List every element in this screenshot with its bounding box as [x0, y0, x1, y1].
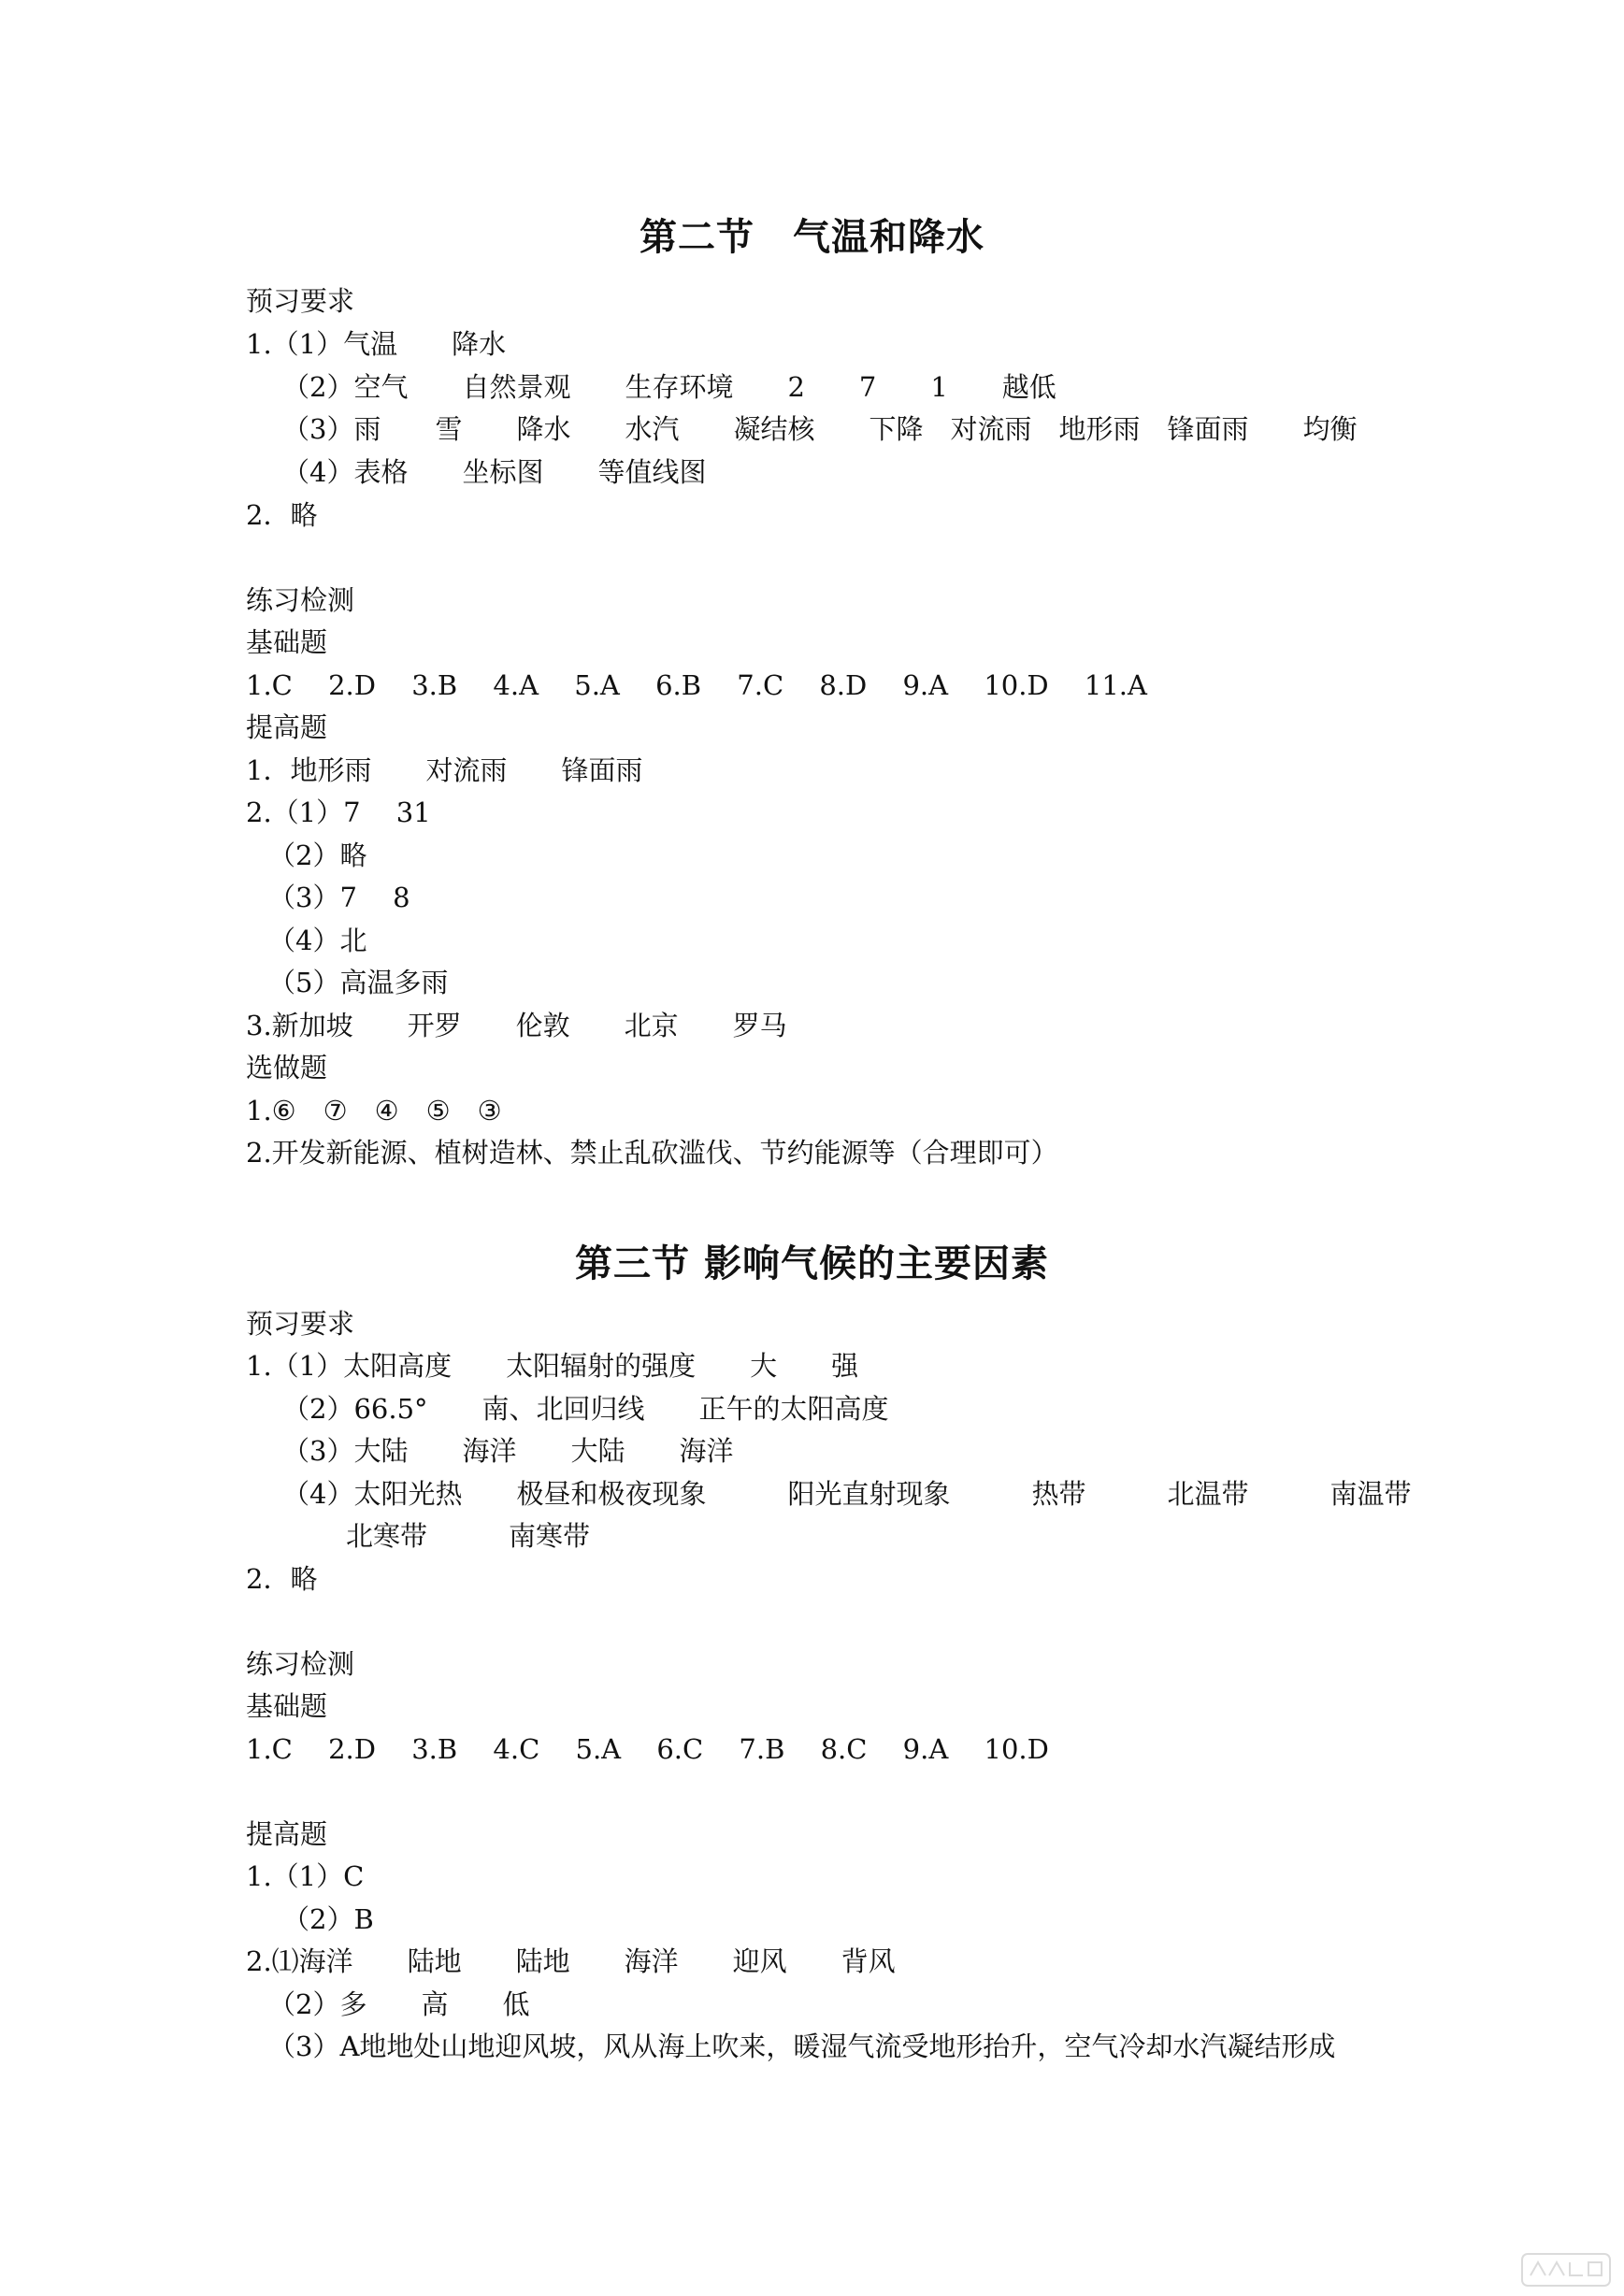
section3-preview-line: 1.（1）太阳高度 太阳辐射的强度 大 强 [246, 1350, 859, 1382]
section3-preview-line: （3）大陆 海洋 大陆 海洋 [282, 1435, 734, 1467]
section2-preview-line: （4）表格 坐标图 等值线图 [282, 456, 707, 488]
section3-practice-heading: 练习检测 [246, 1648, 355, 1680]
section2-basic-heading: 基础题 [246, 626, 328, 658]
section3-preview-line: 北寒带 南寒带 [346, 1520, 591, 1552]
section2-preview-line: 1.（1）气温 降水 [246, 328, 507, 360]
section2-advanced-line: 1．地形雨 对流雨 锋面雨 [246, 754, 643, 786]
watermark-logo [1521, 2253, 1611, 2287]
section2-advanced-line: （4）北 [268, 925, 367, 956]
section2-advanced-line: 3.新加坡 开罗 伦敦 北京 罗马 [246, 1010, 787, 1041]
section3-preview-line: （2）66.5° 南、北回归线 正午的太阳高度 [282, 1393, 889, 1425]
section3-advanced-line: （3）A地地处山地迎风坡，风从海上吹来，暖湿气流受地形抬升，空气冷却水汽凝结形成 [268, 2031, 1336, 2062]
section2-optional-line: 1.⑥ ⑦ ④ ⑤ ③ [246, 1095, 502, 1126]
section2-preview-line: 2．略 [246, 499, 318, 531]
section3-advanced-line: （2）多 高 低 [268, 1988, 530, 2020]
section2-basic-answers: 1.C 2.D 3.B 4.A 5.A 6.B 7.C 8.D 9.A 10.D 11.A [246, 669, 1147, 701]
section3-advanced-line: （2）B [282, 1903, 374, 1935]
section2-preview-heading: 预习要求 [246, 285, 355, 317]
section2-preview-line: （3）雨 雪 降水 水汽 凝结核 下降 对流雨 地形雨 锋面雨 均衡 [282, 413, 1358, 445]
section2-title: 第二节 气温和降水 [640, 216, 984, 259]
section2-preview-line: （2）空气 自然景观 生存环境 2 7 1 越低 [282, 371, 1056, 403]
section3-basic-answers: 1.C 2.D 3.B 4.C 5.A 6.C 7.B 8.C 9.A 10.D [246, 1733, 1049, 1765]
section3-advanced-line: 2.⑴海洋 陆地 陆地 海洋 迎风 背风 [246, 1945, 896, 1977]
section3-preview-line: （4）太阳光热 极昼和极夜现象 阳光直射现象 热带 北温带 南温带 [282, 1478, 1412, 1510]
section2-optional-line: 2.开发新能源、植树造林、禁止乱砍滥伐、节约能源等（合理即可） [246, 1137, 1058, 1169]
section3-title: 第三节 影响气候的主要因素 [575, 1242, 1049, 1285]
section3-preview-heading: 预习要求 [246, 1308, 355, 1340]
section2-practice-heading: 练习检测 [246, 584, 355, 616]
section2-optional-heading: 选做题 [246, 1052, 328, 1083]
section3-preview-line: 2．略 [246, 1563, 318, 1595]
section2-advanced-line: （3）7 8 [268, 882, 410, 913]
section2-advanced-line: （5）高温多雨 [268, 967, 449, 998]
section3-advanced-heading: 提高题 [246, 1818, 328, 1850]
section2-advanced-heading: 提高题 [246, 711, 328, 743]
section2-advanced-line: 2.（1）7 31 [246, 796, 431, 828]
section2-advanced-line: （2）略 [268, 839, 367, 871]
section3-advanced-line: 1.（1）C [246, 1860, 365, 1892]
section3-basic-heading: 基础题 [246, 1690, 328, 1722]
